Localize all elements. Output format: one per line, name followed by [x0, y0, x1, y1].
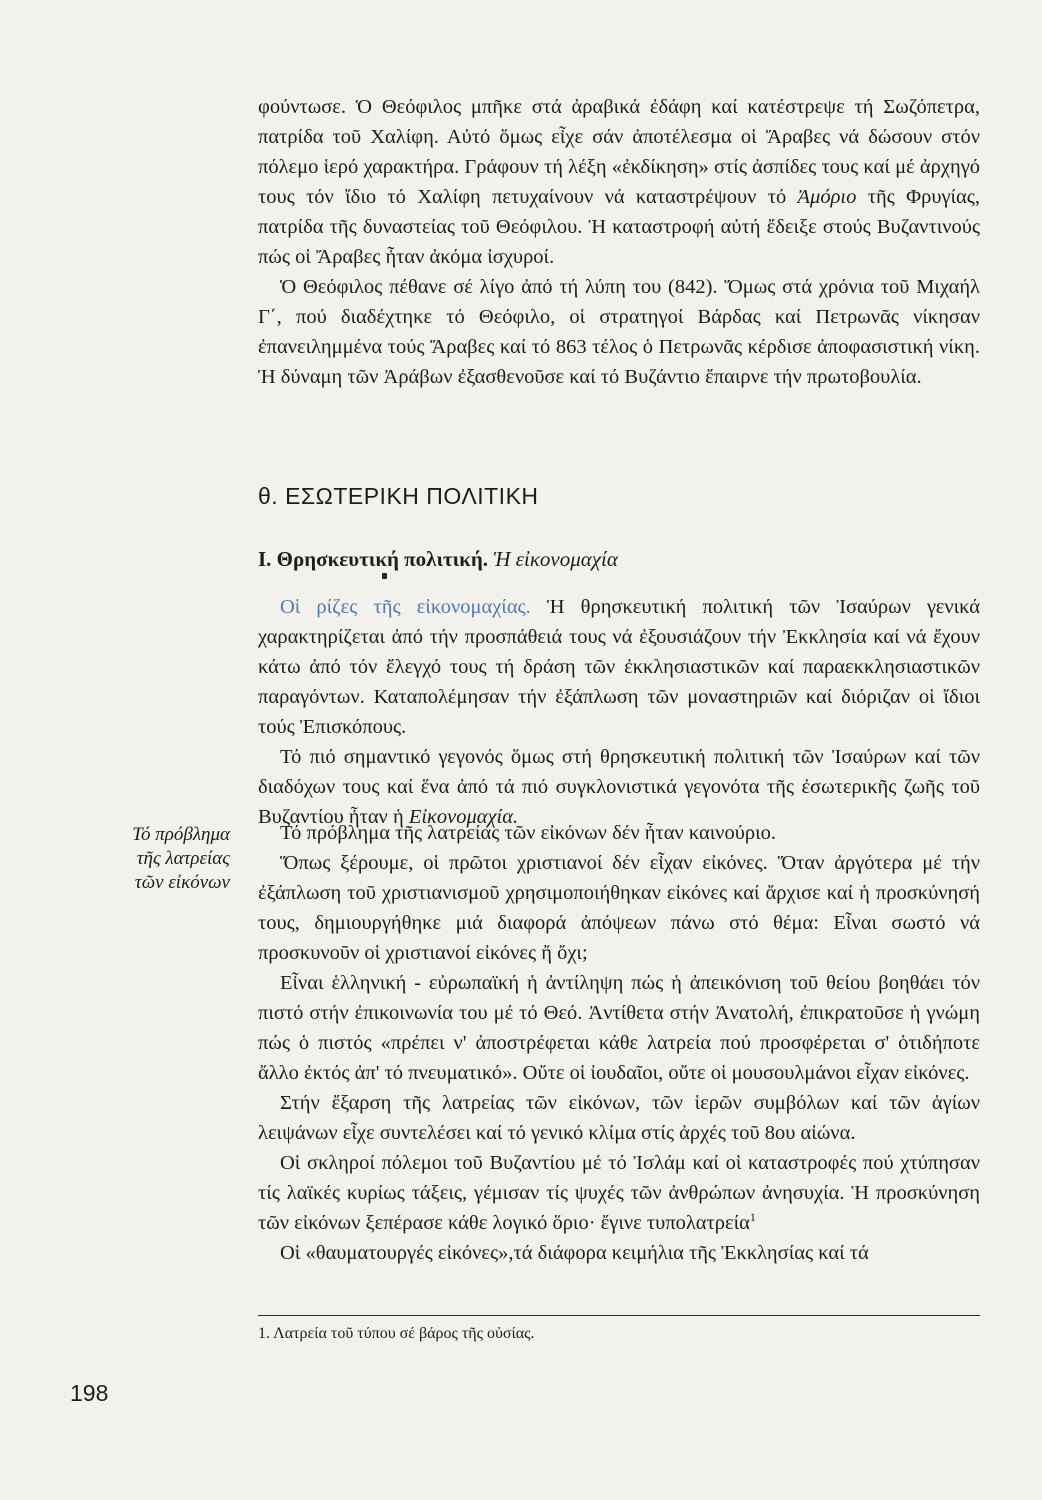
- paragraph: Ὁ Θεόφιλος πέθανε σέ λίγο ἀπό τή λύπη του (842). Ὅμως στά χρόνια τοῦ Μιχαήλ Γ΄, πού διαδέχτηκε τό Θεόφιλο, οἱ στρατηγοί Βάρδας καί Πετρωνᾶς νίκησαν ἐπανειλημμένα τούς Ἄραβες καί τό 863 τέλος ὁ Πετρωνᾶς κέρδισε ἀποφασιστική νίκη. Ἡ δύναμη τῶν Ἀράβων ἐξασθενοῦσε καί τό Βυζάντιο ἔπαιρνε τήν πρωτοβουλία.: [258, 276, 980, 388]
- paragraph: [258, 592, 980, 742]
- paragraph: [258, 92, 980, 272]
- paragraph-text: Τό πιό σημαντικό γεγονός ὅμως στή θρησκευτική πολιτική τῶν Ἰσαύρων καί τῶν διαδόχων τους καί ἕνα ἀπό τά πιό συγκλονιστικά γεγονότα τῆς ἐσωτερικῆς ζωῆς τοῦ Βυζαντίου ἦταν ἡ: [258, 746, 980, 828]
- paragraph: [258, 1148, 980, 1238]
- margin-note: Τό πρόβλημα τῆς λατρείας τῶν εἰκόνων: [132, 824, 230, 893]
- worship-text-block: [258, 818, 980, 1268]
- section-heading: θ. ΕΣΩΤΕΡΙΚΗ ΠΟΛΙΤΙΚΗ: [258, 483, 539, 509]
- roots-text-block: [258, 592, 980, 832]
- paragraph: Ὅπως ξέρουμε, οἱ πρῶτοι χριστιανοί δέν εἶχαν εἰκόνες. Ὅταν ἀργότερα μέ τήν ἐξάπλωση τοῦ χριστιανισμοῦ χρησιμοποιήθηκαν εἰκόνες καί ἄρχισε καί ἡ προσκύνησή τους, δημιουργήθηκε μιά διαφορά ἀπόψεων πάνω στό θέμα: Εἶναι σωστό νά προσκυνοῦν οἱ χριστιανοί εἰκόνες ἤ ὄχι;: [258, 852, 980, 964]
- emphasized-term: Εἰκονομαχία.: [408, 806, 519, 828]
- opening-text-block: [258, 92, 980, 392]
- paragraph: Οἱ «θαυματουργές εἰκόνες»,τά διάφορα κειμήλια τῆς Ἐκκλησίας καί τά: [280, 1242, 869, 1264]
- subsection-heading: [258, 547, 618, 572]
- paragraph: Στήν ἔξαρση τῆς λατρείας τῶν εἰκόνων, τῶν ἱερῶν συμβόλων καί τῶν ἁγίων λειψάνων εἶχε συντελέσει καί τό γενικό κλίμα στίς ἀρχές τοῦ 8ου αἰώνα.: [258, 1092, 980, 1144]
- paragraph: Τό πρόβλημα τῆς λατρείας τῶν εἰκόνων δέν ἦταν καινούριο.: [280, 822, 777, 844]
- page-number: 198: [70, 1380, 109, 1406]
- footnote-reference: 1: [749, 1210, 756, 1225]
- paragraph: Εἶναι ἑλληνική - εὐρωπαϊκή ἡ ἀντίληψη πώς ἡ ἀπεικόνιση τοῦ θείου βοηθάει τόν πιστό στήν ἐπικοινωνία του μέ τό Θεό. Ἀντίθετα στήν Ἀνατολή, ἐπικρατοῦσε ἡ γνώμη πώς ὁ πιστός «πρέπει ν' ἀποστρέφεται κάθε λατρεία πού προσφέρεται σ' ὁτιδήποτε ἄλλο ἐκτός ἀπ' τό πνευματικό». Οὔτε οἱ ἰουδαῖοι, οὔτε οἱ μουσουλμάνοι εἶχαν εἰκόνες.: [258, 972, 980, 1084]
- print-mark: [382, 573, 387, 579]
- paragraph-text: Ἡ θρησκευτική πολιτική τῶν Ἰσαύρων γενικά χαρακτηρίζεται ἀπό τήν προσπάθειά τους νά ἐξουσιάζουν τήν Ἐκκλησία καί νά ἔχουν κάτω ἀπό τόν ἔλεγχό τους τή δράση τῶν ἐκκλησιαστικῶν καί παραεκκλησιαστικῶν παραγόντων. Καταπολέμησαν τήν ἐξάπλωση τῶν μοναστηριῶν καί διόριζαν οἱ ἴδιοι τούς Ἐπισκόπους.: [258, 596, 980, 738]
- place-name: Ἀμόριο: [797, 186, 857, 208]
- subsection-subtitle: Ἡ εἰκονομαχία: [493, 547, 618, 571]
- paragraph-text: Οἱ σκληροί πόλεμοι τοῦ Βυζαντίου μέ τό Ἰσλάμ καί οἱ καταστροφές πού χτύπησαν τίς λαϊκές κυρίως τάξεις, γέμισαν τίς ψυχές τῶν ἀνθρώπων ἀνησυχία. Ἡ προσκύνηση τῶν εἰκόνων ξεπέρασε κάθε λογικό ὅριο· ἔγινε τυπολατρεία: [258, 1152, 980, 1234]
- paragraph-text: φούντωσε. Ὁ Θεόφιλος μπῆκε στά ἀραβικά ἐδάφη καί κατέστρεψε τή Σωζόπετρα, πατρίδα τοῦ Χαλίφη. Αὐτό ὅμως εἶχε σάν ἀποτέλεσμα οἱ Ἄραβες νά δώσουν στόν πόλεμο ἱερό χαρακτήρα. Γράφουν τή λέξη «ἐκδίκηση» στίς ἀσπίδες τους καί μέ ἀρχηγό τους τόν ἴδιο τό Χαλίφη πετυχαίνουν νά καταστρέψουν τό: [258, 96, 980, 208]
- paragraph-text: τῆς Φρυγίας, πατρίδα τῆς δυναστείας τοῦ Θεόφιλου. Ἡ καταστροφή αὐτή ἔδειξε στούς Βυζαντινούς πώς οἱ Ἄραβες ἦταν ἀκόμα ἰσχυροί.: [258, 186, 981, 268]
- footnote: 1. Λατρεία τοῦ τύπου σέ βάρος τῆς οὐσίας.: [258, 1325, 535, 1342]
- footnote-divider: [258, 1315, 980, 1316]
- subsection-title: Ι. Θρησκευτική πολιτική.: [258, 547, 489, 571]
- paragraph-lead-title: Οἱ ρίζες τῆς εἰκονομαχίας.: [280, 596, 531, 618]
